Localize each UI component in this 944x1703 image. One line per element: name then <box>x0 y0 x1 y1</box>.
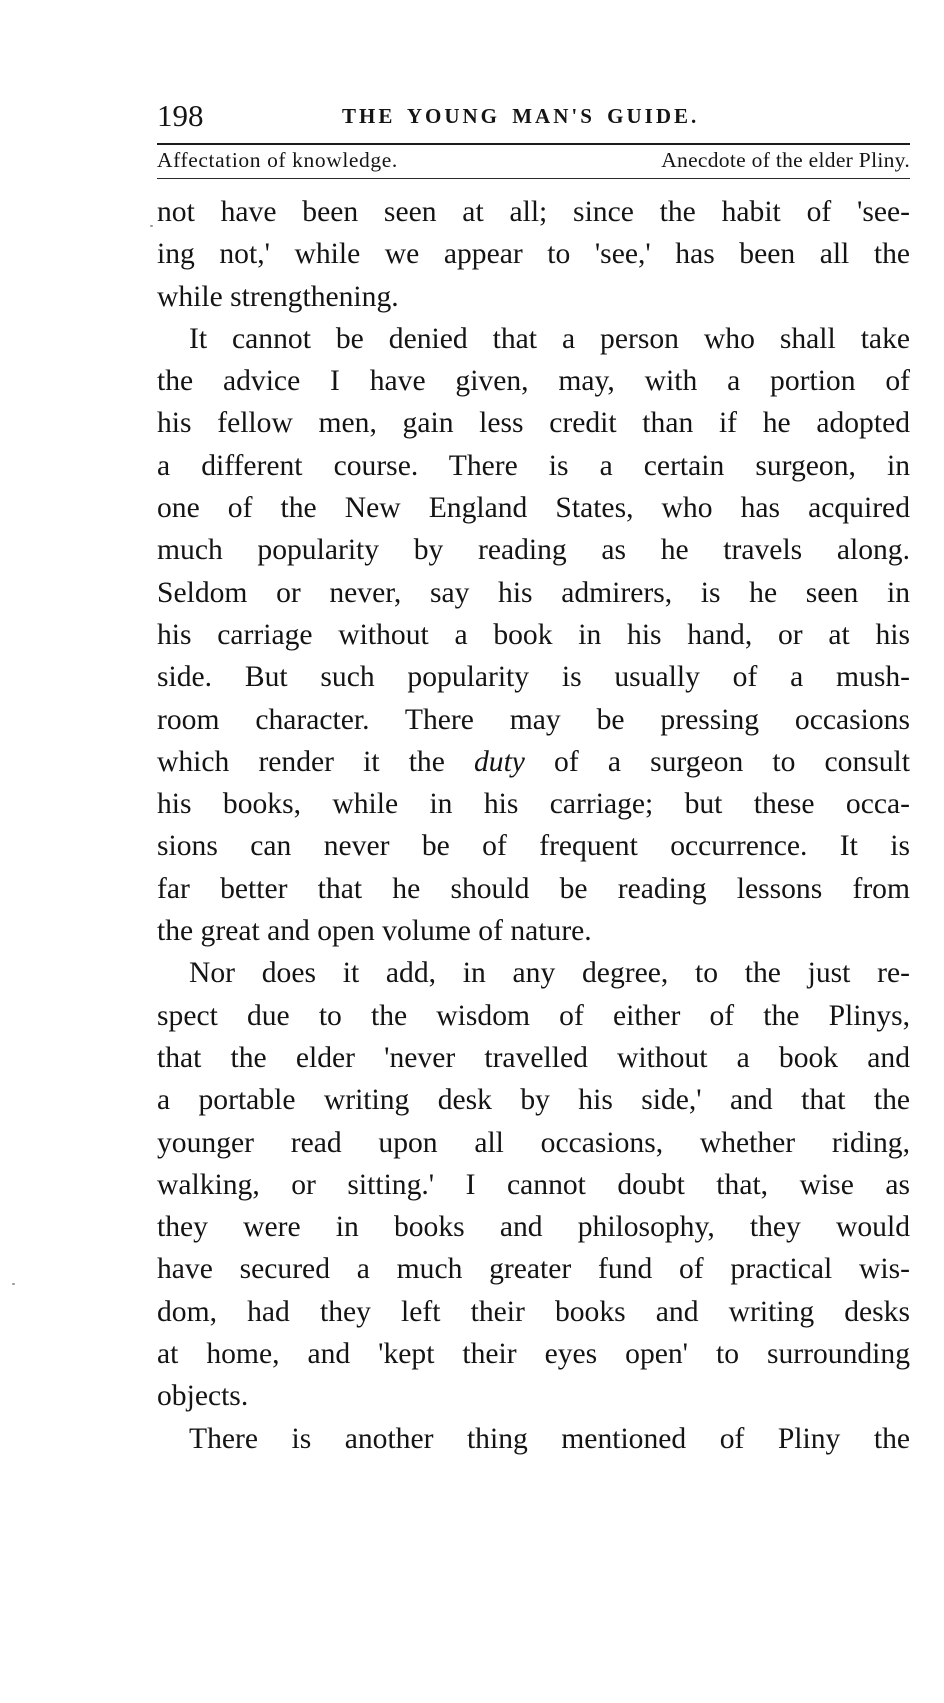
line-text: far better that he should be reading lessons from <box>157 872 910 905</box>
text-line <box>157 360 910 402</box>
header-rule-bottom <box>157 178 910 179</box>
line-text: objects. <box>157 1380 249 1413</box>
page-number: 198 <box>157 98 204 133</box>
text-line <box>157 1164 910 1206</box>
text-line <box>157 741 910 783</box>
line-text: There is another thing mentioned of Pliny the <box>189 1422 910 1455</box>
line-text: while strengthening. <box>157 280 399 313</box>
subhead-right: Anecdote of the elder Pliny. <box>661 148 910 172</box>
italic-text: duty <box>473 745 525 778</box>
text-line <box>157 1375 910 1417</box>
line-text: the advice I have given, may, with a portion of <box>157 365 910 398</box>
line-text: his books, while in his carriage; but these occa- <box>157 788 910 821</box>
text-line <box>157 699 910 741</box>
line-text: which render it the <box>157 745 474 778</box>
line-text: younger read upon all occasions, whether riding, <box>157 1126 910 1159</box>
running-title: THE YOUNG MAN'S GUIDE. <box>342 104 700 128</box>
text-line <box>157 276 910 318</box>
text-line <box>157 656 910 698</box>
text-line <box>157 1206 910 1248</box>
text-line <box>157 783 910 825</box>
line-text: that the elder 'never travelled without a book and <box>157 1041 910 1074</box>
text-line <box>157 995 910 1037</box>
text-line <box>157 402 910 444</box>
line-text: a different course. There is a certain surgeon, in <box>157 449 910 482</box>
page-header <box>157 96 907 136</box>
line-text: the great and open volume of nature. <box>157 915 592 948</box>
line-text: they were in books and philosophy, they would <box>157 1211 910 1244</box>
line-text: a portable writing desk by his side,' and that the <box>157 1084 910 1117</box>
line-text: Seldom or never, say his admirers, is he seen in <box>157 576 910 609</box>
line-text: his carriage without a book in his hand, or at his <box>157 618 910 651</box>
margin-speck <box>12 1283 15 1285</box>
text-line <box>157 1037 910 1079</box>
line-text: of a surgeon to consult <box>524 745 910 778</box>
text-line <box>157 233 910 275</box>
text-line <box>157 952 910 994</box>
subheads <box>157 145 910 175</box>
line-text: spect due to the wisdom of either of the Plinys, <box>157 999 910 1032</box>
line-text: at home, and 'kept their eyes open' to surrounding <box>157 1338 910 1371</box>
line-text: sions can never be of frequent occurrence. It is <box>157 830 910 863</box>
line-text: walking, or sitting.' I cannot doubt that, wise as <box>157 1168 910 1201</box>
text-line <box>157 529 910 571</box>
text-line <box>157 487 910 529</box>
text-line <box>157 1333 910 1375</box>
line-text: It cannot be denied that a person who shall take <box>189 322 910 355</box>
text-line <box>157 1291 910 1333</box>
text-line <box>157 614 910 656</box>
text-line <box>157 445 910 487</box>
text-line <box>157 1079 910 1121</box>
text-line <box>157 1248 910 1290</box>
line-text: ing not,' while we appear to 'see,' has been all the <box>157 238 910 271</box>
line-text: much popularity by reading as he travels along. <box>157 534 910 567</box>
text-line <box>157 1122 910 1164</box>
subhead-left: Affectation of knowledge. <box>157 148 398 172</box>
line-text: room character. There may be pressing occasions <box>157 703 910 736</box>
text-line <box>157 868 910 910</box>
line-text: one of the New England States, who has acquired <box>157 492 910 525</box>
text-line <box>157 1418 910 1460</box>
line-text: have secured a much greater fund of practical wis- <box>157 1253 910 1286</box>
line-text: not have been seen at all; since the habit of 'see- <box>157 196 910 228</box>
line-text: his fellow men, gain less credit than if he adopted <box>157 407 910 440</box>
line-text: side. But such popularity is usually of a mush- <box>157 661 910 694</box>
body-text <box>157 191 910 1460</box>
line-text: dom, had they left their books and writing desks <box>157 1295 910 1328</box>
margin-speck <box>150 225 153 227</box>
text-line <box>157 825 910 867</box>
text-line <box>157 910 910 952</box>
text-line <box>157 572 910 614</box>
line-text: Nor does it add, in any degree, to the just re- <box>189 957 910 990</box>
text-line <box>157 191 910 233</box>
text-line <box>157 318 910 360</box>
